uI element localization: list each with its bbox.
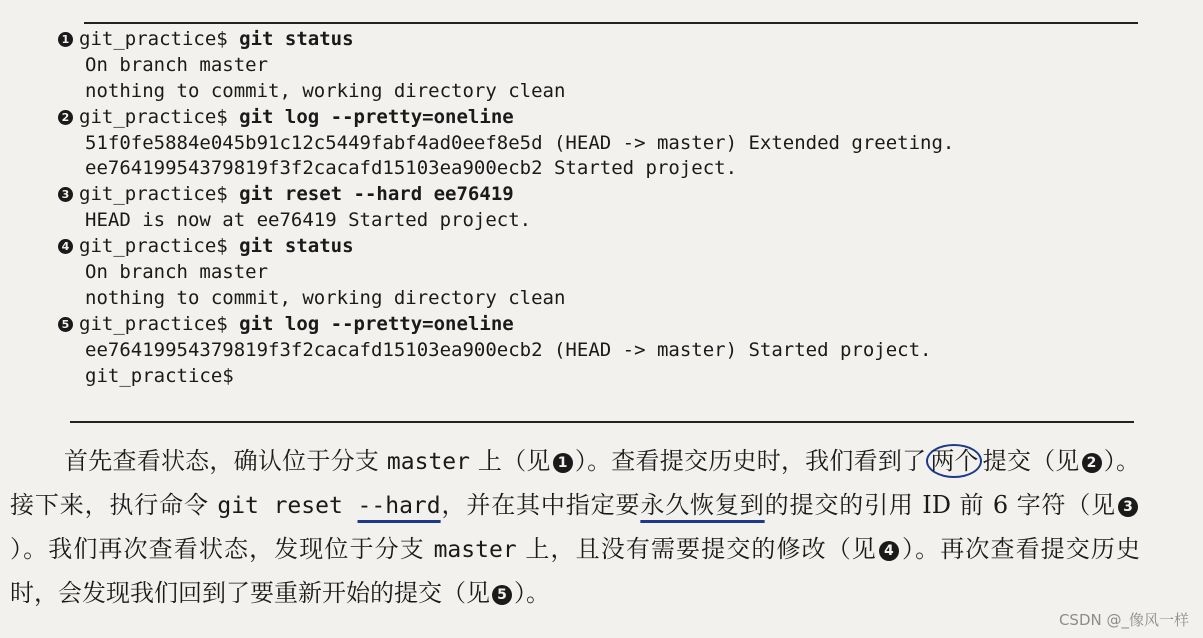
callout-bullet-5: 5	[492, 585, 512, 605]
code-line	[58, 106, 954, 132]
shell-prompt: git_practice$	[79, 235, 240, 258]
shell-command: git status	[239, 28, 354, 50]
code-listing	[58, 28, 954, 390]
shell-prompt: git_practice$	[79, 183, 240, 206]
command-output: HEAD is now at ee76419 Started project.	[85, 209, 532, 232]
shell-prompt: git_practice$	[79, 105, 240, 128]
handwritten-circle: 两个	[926, 444, 982, 478]
step-bullet-1: 1	[58, 32, 73, 47]
code-line	[58, 339, 954, 365]
command-output: git_practice$	[85, 364, 234, 387]
shell-prompt: git_practice$	[79, 28, 240, 50]
callout-bullet-2: 2	[1082, 453, 1102, 473]
handwritten-underline-permanent: 永久恢复到	[640, 491, 765, 519]
csdn-watermark: CSDN @_像风一样	[1058, 611, 1189, 629]
code-line	[58, 365, 954, 391]
shell-command: git log --pretty=oneline	[239, 312, 514, 335]
paragraph-text: 首先查看状态，确认位于分支 master 上（见 1 ）。查看提交历史时，我们看到了 两个 提交（见 2 ）。接下来，执行命令 git reset --hard，并在其中指定要永久恢复到的提交的引用 ID 前 6 字符（见 3）。我们再次查看状态，发现位于分支 master 上，且没有需要提交的修改（见 4 ）。再次查看提交历史时，会发现我们回到了要重新开始的提交（见 5 ）。	[10, 440, 1140, 615]
explanation-paragraph	[10, 440, 1140, 615]
code-line	[58, 235, 954, 261]
callout-bullet-1: 1	[553, 453, 573, 473]
code-line	[58, 80, 954, 106]
step-bullet-2: 2	[58, 110, 73, 125]
shell-command: git reset --hard ee76419	[239, 183, 514, 206]
code-line	[58, 183, 954, 209]
code-line	[58, 261, 954, 287]
command-output: nothing to commit, working directory clean	[85, 79, 566, 102]
code-line	[58, 209, 954, 235]
shell-command: git log --pretty=oneline	[239, 105, 514, 128]
top-rule	[84, 22, 1138, 24]
code-line	[58, 157, 954, 183]
command-output: 51f0fe5884e045b91c12c5449fabf4ad0eef8e5d (HEAD -> master) Extended greeting.	[85, 131, 955, 154]
handwritten-underline-hard: --hard	[357, 493, 441, 519]
command-output: On branch master	[85, 53, 269, 76]
code-line	[58, 132, 954, 158]
command-output: On branch master	[85, 261, 269, 284]
step-bullet-4: 4	[58, 239, 73, 254]
code-line	[58, 313, 954, 339]
code-line	[58, 28, 954, 54]
code-line	[58, 287, 954, 313]
step-bullet-5: 5	[58, 317, 73, 332]
bottom-rule	[70, 421, 1134, 423]
callout-bullet-3: 3	[1118, 497, 1138, 517]
shell-prompt: git_practice$	[79, 312, 240, 335]
shell-command: git status	[239, 235, 354, 258]
callout-bullet-4: 4	[879, 541, 899, 561]
command-output: nothing to commit, working directory clean	[85, 286, 566, 309]
step-bullet-3: 3	[58, 187, 73, 202]
code-line	[58, 54, 954, 80]
command-output: ee76419954379819f3f2cacafd15103ea900ecb2 (HEAD -> master) Started project.	[85, 338, 932, 361]
command-output: ee76419954379819f3f2cacafd15103ea900ecb2 Started project.	[85, 157, 738, 180]
